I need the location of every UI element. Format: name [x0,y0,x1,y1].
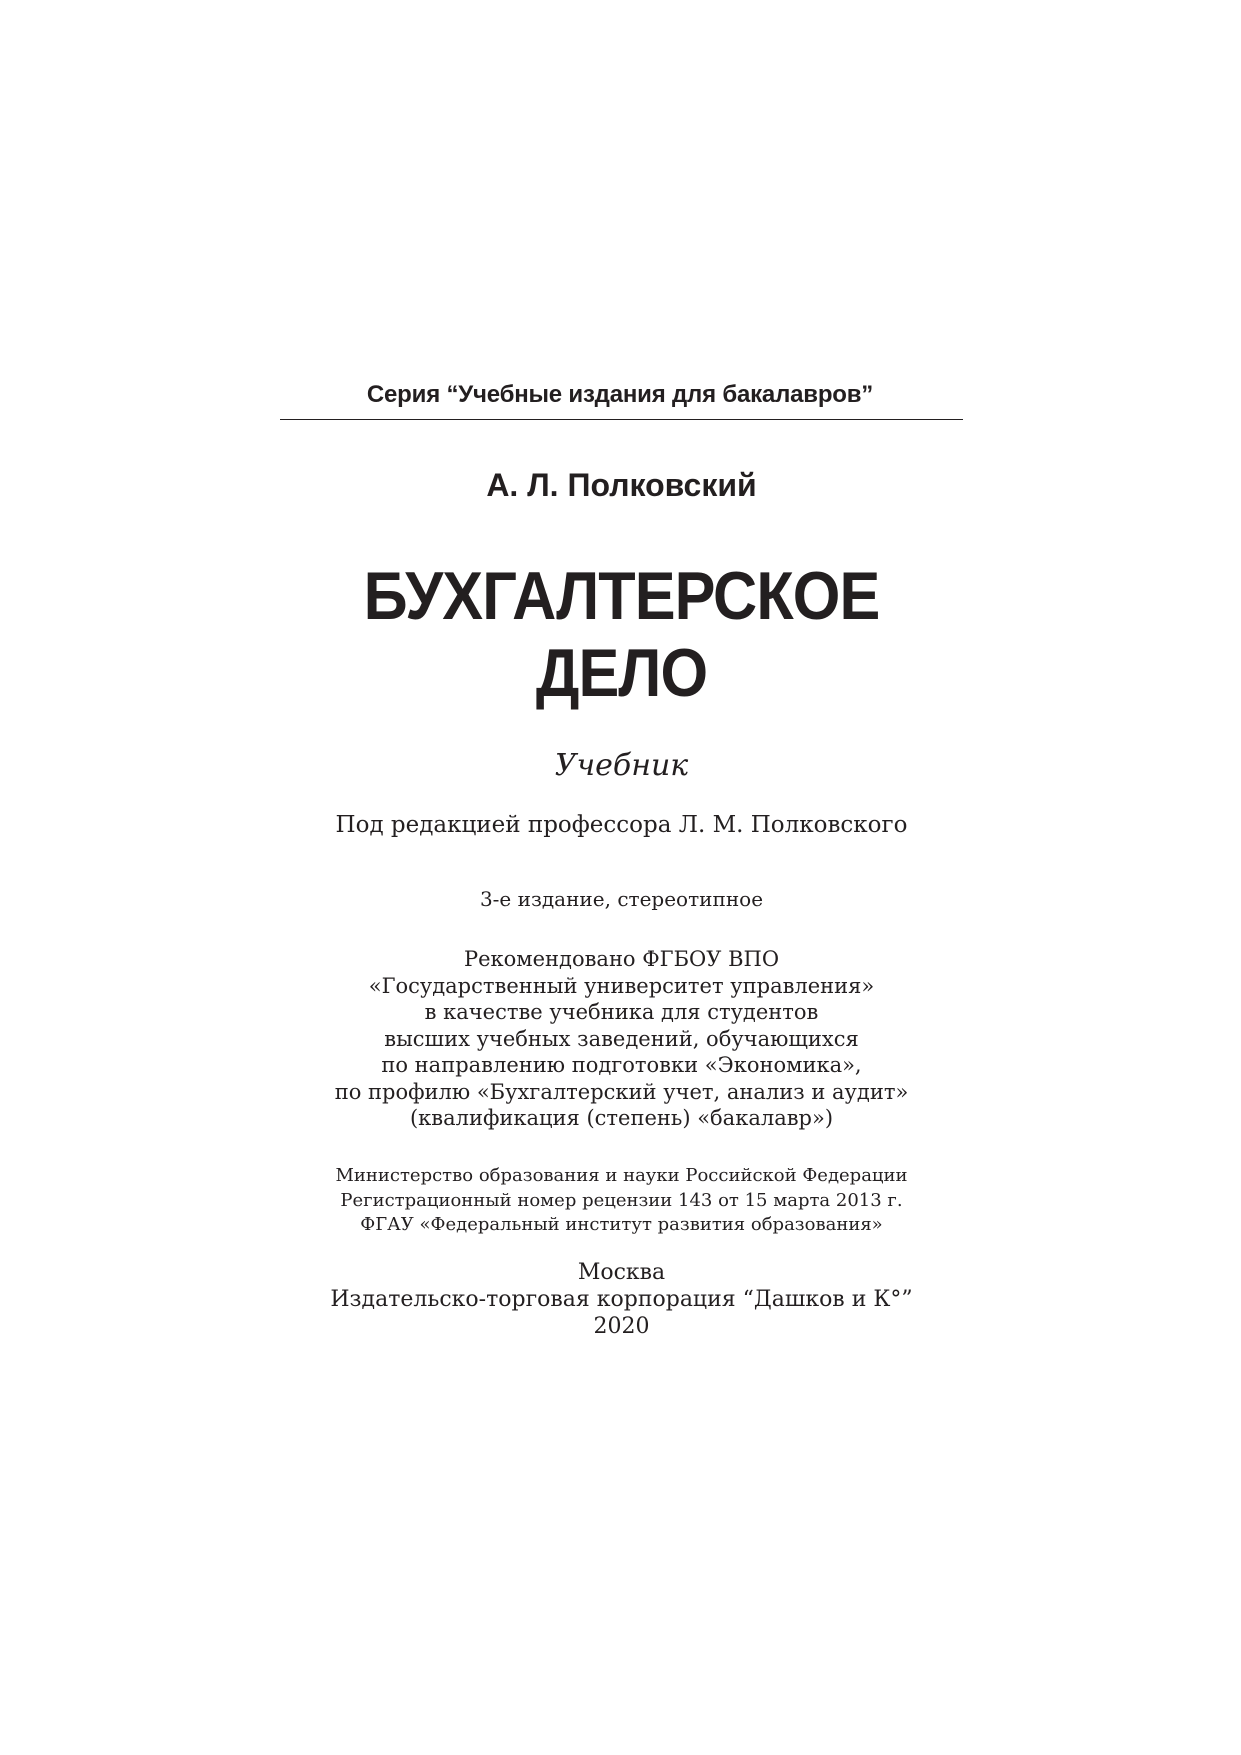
publisher-block [240,1259,1003,1340]
ministry-line: Регистрационный номер рецензии 143 от 15 марта 2013 г. [340,1189,903,1211]
book-title-line-1: БУХГАЛТЕРСКОЕ [363,558,880,634]
recommendation-line: Рекомендовано ФГБОУ ВПО [463,947,780,971]
recommendation-line: по профилю «Бухгалтерский учет, анализ и аудит» [334,1079,909,1104]
recommendation-line: в качестве учебника для студентов [424,1000,819,1024]
ministry-line: ФГАУ «Федеральный институт развития образования» [360,1214,883,1235]
editor-line: Под редакцией профессора Л. М. Полковского [335,812,908,838]
recommendation-line: (квалификация (степень) «бакалавр») [409,1106,834,1130]
recommendation-block [240,946,1003,1132]
publisher-city: Москва [577,1260,666,1285]
publication-year: 2020 [593,1314,650,1339]
recommendation-line: по направлению подготовки «Экономика», [381,1053,862,1077]
header-divider [280,419,963,420]
author-name: А. Л. Полковский [486,467,757,503]
ministry-block [240,1164,1003,1238]
recommendation-line: «Государственный университет управления» [368,973,875,998]
book-kind: Учебник [554,748,689,783]
series-title: Серия “Учебные издания для бакалавров” [366,381,874,408]
book-title-line-2: ДЕЛО [535,635,708,711]
edition-line: 3-е издание, стереотипное [479,887,764,911]
recommendation-line: высших учебных заведений, обучающихся [384,1026,859,1051]
publisher-name: Издательско-торговая корпорация “Дашков и К°” [330,1287,913,1312]
ministry-line: Министерство образования и науки Российской Федерации [335,1165,908,1186]
